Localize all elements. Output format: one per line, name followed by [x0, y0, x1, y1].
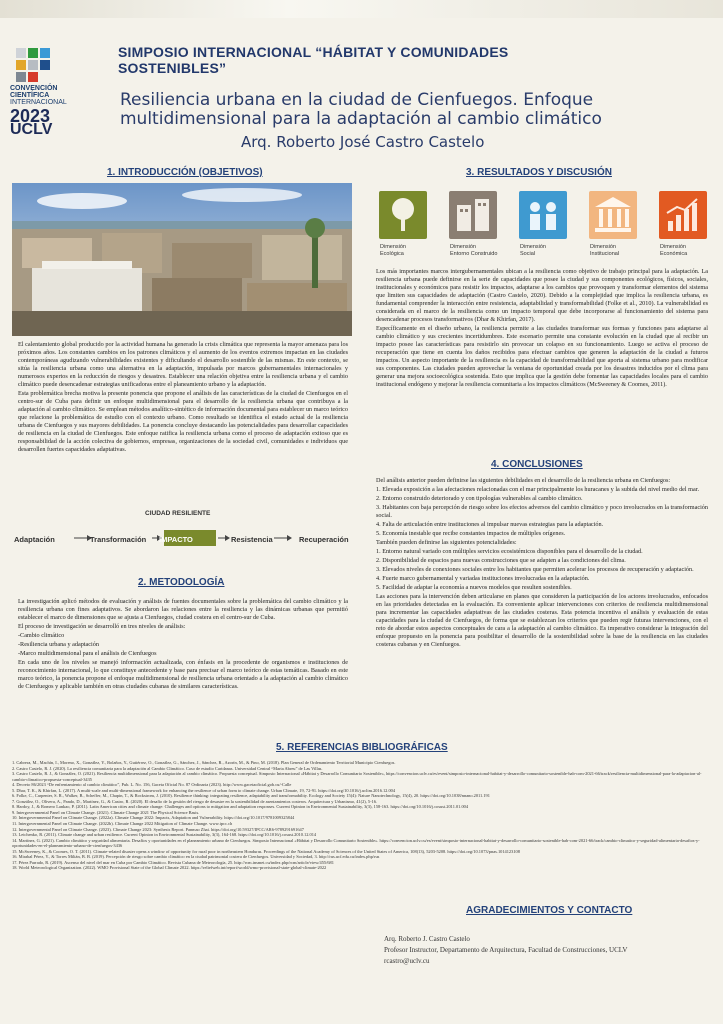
logo-year: 2023 — [10, 106, 51, 126]
reference-item: 14. Martínez, G. (2021). Cambio climático y seguridad alimentaria. Desafíos y oportunidades en el planeamiento urbano de Cienfuegos. Simposio Internacional «Hábitat y Desarrollo Comunitario Sostenible». https://convencion.uclv.cu/es/event/simposio-internacional-habitat-y-desarrollo-comunitario-sostenible-hab-com-2021-66/track/cambio-climatico-y-seguridad-alimentaria-desafios-y-oportunidades-en-el-planeamiento-urbano-de-cienfuegos-3436 — [12, 837, 700, 849]
weakness-item: 2. Entorno construido deteriorado y con tipologías vulnerables al cambio climático. — [376, 495, 583, 502]
tree-icon — [379, 191, 427, 239]
method-list-item: -Marco multidimensional para el análisis de Cienfuegos — [18, 650, 157, 657]
results-heading: 3. RESULTADOS Y DISCUSIÓN — [466, 167, 612, 178]
reference-item: 5. Dhar, T. K., & Khirfan, L. (2017). A multi-scale and multi-dimensional framework for enhancing the resilience of urban form to climate change. Urban Climate, 19, 72-91. https://doi.org/10.1016/j.uclim.2016.12.004 — [12, 787, 396, 793]
method-paragraph: El proceso de investigación se desarrolló en tres niveles de análisis: — [18, 623, 186, 630]
dimension-label: Dimensión Institucional — [590, 244, 620, 257]
reference-item: 12. Intergovernmental Panel on Climate Change. (2023). Climate Change 2023: Synthesis Report. Panmao Zhai. https://doi.org/10.59327/IPCC/AR6-9789291691647 — [12, 826, 304, 832]
results-paragraph: Específicamente en el diseño urbano, la resiliencia permite a las ciudades transformar sus formas y funciones para adaptarse al cambio climático y sus crecientes incertidumbres. Este escenario permite una constante evolución en la ciudad que al recibir un impacto posee las características para resistirlo sin provocar un colapso en su funcionamiento. Luego se activa el proceso de recuperación que tiene en cuenta los daños recibidos para efectuar cambios que generen la adaptación de la ciudad a futuros impactos. Un aspecto importante de la resiliencia es la capacidad de transformabilidad que aporta al sistema urbano para modificar sus componentes. Las ciudades pueden aprovechar la ventana de oportunidad creada por los desastres inducidos por el clima para generar una mejora socioecológica sostenida. Esto que implica que la gestión debe fomentar las capacidades locales para el cambio institucional endógeno y mejorar la resiliencia comunitaria a los impactos climáticos (McSweeney & Coomes, 2011). — [376, 325, 708, 388]
conclusions-text — [376, 477, 708, 650]
conclusions-heading: 4. CONCLUSIONES — [491, 459, 583, 470]
logo-line2: CIENTÍFICA — [10, 92, 50, 99]
conclusions-intro: Del análisis anterior pueden definirse las siguientes debilidades en el desarrollo de la resiliencia urbana en Cienfuegos: — [376, 477, 671, 484]
conclusions-final: Las acciones para la intervención deben articularse en planes que consideren la participación de los actores involucrados, enfocados en las prioridades detectadas en la evaluación. Es conveniente aplicar intervenciones con criterios de resiliencia multidimensional para incrementar las capacidades adaptativas de las ciudades costeras. Esta potencia incentiva el análisis y evaluación de estas capacidades para la ciudad de Cienfuegos, de forma que se establezcan los criterios que pueden regir futuras intervenciones, con el reto de abordar estos aspectos conceptuales de cara a la adaptación al cambio climático. Es imperativo considerar la integración del enfoque propuesto en la ponencia para posibilitar el desarrollo de la sostenibilidad sobre la base de la resiliencia en las ciudades costeras cubanas y en Cienfuegos. — [376, 593, 708, 648]
potential-item: 1. Entorno natural variado con múltiples servicios ecosistémicos disponibles para el desarrollo de la ciudad. — [376, 548, 643, 555]
logo-line3: INTERNACIONAL — [10, 99, 67, 106]
method-list-item: -Cambio climático — [18, 632, 65, 639]
people-icon — [519, 191, 567, 239]
flow-step: Transformación — [90, 535, 147, 544]
weakness-item: 1. Elevada exposición a las afectaciones relacionadas con el mar principalmente los huracanes y la subida del nivel medio del mar. — [376, 486, 700, 493]
intro-text — [18, 341, 348, 455]
reference-item: 7. González, O., Olivera, A., Pando, D., Martínez, G., & Castro, R. (2020). El desafío de la gestión del riesgo de desastre en la sostenibilidad de asentamientos costeros. Arquitectura y Urbanismo, 41(2), 5-16. — [12, 798, 378, 804]
logo-org: UCLV — [10, 121, 53, 138]
reference-item: 16. Mirabal Pérez, Y., & Torres Milián, B. B. (2019). Percepción de riesgo sobre cambio climático en la ciudad patrimonial costera de Cienfuegos. Universidad y Sociedad, 3. http://rus.ucf.edu.cu/index.php/rus — [12, 854, 380, 860]
conference-title: SIMPOSIO INTERNACIONAL “HÁBITAT Y COMUNIDADES SOSTENIBLES” — [118, 44, 509, 76]
contact-name: Arq. Roberto J. Castro Castelo — [384, 935, 470, 943]
reference-item: 8. Hardoy, J., & Romero Lankao, P. (2011). Latin American cities and climate change: Challenges and options to mitigation and adaptation responses. Current Opinion in Environmental Sustainability, 3(3), 158-163. https://doi.org/10.1016/j.cosust.2011.01.004 — [12, 804, 469, 810]
results-text — [376, 268, 708, 390]
method-list-item: -Resiliencia urbana y adaptación — [18, 641, 99, 648]
dimension-label: Dimensión Entorno Construido — [450, 244, 498, 257]
contact-block — [384, 934, 627, 967]
institution-icon — [589, 191, 637, 239]
reference-item: 13. Leichenko, R. (2011). Climate change and urban resilience. Current Opinion in Environmental Sustainability, 3(3), 164-168. https://doi.org/10.1016/j.cosust.2010.12.014 — [12, 832, 317, 838]
references-list — [12, 760, 712, 871]
reference-item: 4. Decreto 86/2023 “De enfrentamiento al cambio climático”, Pub. L. No. 156, Gaceta Oficial No. 87 Ordinaria (2023). http://www.gacetaoficial.gob.cu/-Calle — [12, 782, 292, 788]
potential-item: 2. Disponibilidad de espacios para nuevas construcciones que se adapten a las condiciones del clima. — [376, 557, 626, 564]
contact-position: Profesor Instructor, Departamento de Arquitectura, Facultad de Construcciones, UCLV — [384, 946, 628, 954]
poster-title-line1: Resiliencia urbana en la ciudad de Cienfuegos. Enfoque — [120, 90, 594, 110]
reference-item: 15. McSweeney, K., & Coomes, O. T. (2011). Climate-related disaster opens a window of opportunity for rural poor in northeastern Honduras. Proceedings of the National Academy of Sciences of the United States of America, 108(13), 5203-5208. https://doi.org/10.1073/pnas.1014123108 — [12, 848, 520, 854]
growth-chart-icon — [659, 191, 707, 239]
logo-line1: CONVENCIÓN — [10, 85, 58, 92]
ack-heading: AGRADECIMIENTOS Y CONTACTO — [466, 905, 633, 916]
weakness-item: 3. Habitantes con baja percepción de riesgo sobre los efectos adversos del cambio climático y poco involucrados en la transformación social. — [376, 504, 708, 519]
flow-step: Resistencia — [231, 535, 273, 544]
flow-title: CIUDAD RESILIENTE — [145, 510, 211, 517]
method-heading: 2. METODOLOGÍA — [138, 577, 225, 588]
poster-author: Arq. Roberto José Castro Castelo — [241, 133, 485, 151]
results-paragraph: Los más importantes marcos intergubernamentales ubican a la resiliencia como objetivo de trabajo principal para la adaptación. La resiliencia urbana puede definirse en la serie de capacidades que posee la ciudad y sus componentes ecológicos, físicos, sociales, institucionales y económicos para resistir los impactos, adaptarse a los cambios que provoquen y transformar elementos del sistema que limiten sus capacidades de adaptación (Castro Castelo, 2020). Debido a la complejidad que implica la resiliencia urbana, es fundamental comprender la interacción entre resistencia, adaptabilidad y transformabilidad (Folke et al., 2010). La vulnerabilidad es considerada en el marco de la resiliencia como un impacto temporal que debe incorporarse al funcionamiento del sistema para desencadenar procesos transformativos (Dhar & Khirfan, 2017). — [376, 268, 708, 323]
weakness-item: 4. Falta de articulación entre instituciones al impulsar nuevas estrategias para la adaptación. — [376, 521, 604, 528]
potential-item: 5. Facilidad de adaptar la economía a nuevos modelos que resulten sostenibles. — [376, 584, 572, 591]
reference-item: 2. Castro Castelo, R. J. (2020). La resiliencia comunitaria para la adaptación al Cambio Climático. Caso de estudio Caridanas. Universidad Central “Marta Abreu” de Las Villas. — [12, 765, 323, 771]
dimension-label: Dimensión Económica — [660, 244, 688, 257]
buildings-icon — [449, 191, 497, 239]
dimension-label: Dimensión Ecológica — [380, 244, 406, 257]
convention-logo — [6, 48, 72, 138]
reference-item: 1. Cabrera, M., Machín, I., Moreno, X., González, Y., Bolaños, Y., Gutiérrez, O., González, G., Sánchez, J., Sánchez, R., Azorín, M., & Pino, M. (2018). Plan General de Ordenamiento Territorial Municipio Cienfuegos. — [12, 760, 396, 765]
potential-item: 4. Fuerte marco gubernamental y variadas instituciones involucradas en la adaptación. — [376, 575, 590, 582]
flow-step-impact: IMPACTO — [159, 535, 193, 544]
reference-item: 3. Castro Castelo, R. J., & González, O. (2021). Resiliencia multidimensional para la adaptación al cambio climático. Propuesta conceptual. Simposio Internacional «Hábitat y Desarrollo Comunitario Sostenible», https://convencion.uclv.cu/es/event/simposio-internacional-habitat-y-desarrollo-comunitario-sostenible-hab-com-2021-66/track/resiliencia-multidimensional-para-la-adaptacion-al-cambio-climatico-propuesta-conceptual-3435 — [12, 771, 702, 782]
method-paragraph: En cada uno de los niveles se manejó información actualizada, con énfasis en la procedente de organismos e instituciones de reconocimiento internacional, lo que constituye antecedente y base para precisar el marco teórico de estas temáticas. Basado en este marco teórico, la ponencia propone el enfoque multidimensional de resiliencia urbana orientado a la adaptación al cambio climático de Cienfuegos y aplicable también en otras ciudades cubanas de similares características. — [18, 659, 348, 690]
poster-title — [120, 91, 620, 129]
references-heading: 5. REFERENCIAS BIBLIOGRÁFICAS — [276, 742, 448, 753]
contact-email: rcastro@uclv.cu — [384, 957, 430, 965]
method-text — [18, 598, 348, 692]
flow-step: Adaptación — [14, 535, 55, 544]
potential-item: 3. Elevados niveles de conexiones sociales entre los habitantes que permiten acelerar los procesos de recuperación y adaptación. — [376, 566, 694, 573]
reference-item: 18. World Meteorological Organization. (2022). WMO Provisional State of the Global Climate 2022. https://reliefweb.int/report/world/wmo-provisional-state-global-climate-2022 — [12, 865, 327, 871]
reference-item: 17. Pérez Parrado, R. (2019). Ascenso del nivel del mar en Cuba por Cambio Climático. Revista Cubana de Meteorología, 25. http://rcm.insmet.cu/index.php/rcm/article/view/455/681 — [12, 859, 334, 865]
top-band — [0, 0, 723, 18]
reference-item: 6. Folke, C., Carpenter, S. R., Walker, B., Scheffer, M., Chapin, T., & Rockstrom, J. (2010). Resilience thinking: integrating resilience, adaptability and transformability. Ecology and Society 15(4): Nature Nanotechnology, 15(4), 20. https://doi.org/10.1038/nnano.2011.191 — [12, 793, 490, 799]
weakness-item: 5. Economía inestable que recibe constantes impactos de múltiples orígenes. — [376, 530, 566, 537]
intro-paragraph: El calentamiento global producido por la actividad humana ha generado la crisis climática que representa la mayor amenaza para los próximos años. Los constantes cambios en los patrones climáticos y el aumento de los eventos extremos impactan en las ciudades contemporáneas agudizando vulnerabilidades existentes y dificultando el desarrollo sostenible de las mismas. En este contexto, se sitúa la resiliencia urbana como una alternativa en la adaptación, impulsada por marcos gubernamentales internacionales y numerosos expertos en la reducción de riesgos y desastres. Establecer una relación objetiva entre la resiliencia urbana y el cambio climático puede desencadenar estrategias unificadoras entre el planeamiento urbano y la adaptación. — [18, 341, 348, 388]
reference-item: 9. Intergovernmental Panel on Climate Change. (2021). Climate Change 2021 The Physical Science Basis. — [12, 809, 200, 815]
city-photo — [12, 183, 352, 336]
intro-paragraph: Esta problemática brecha motiva la presente ponencia que propone el análisis de las características de la ciudad de Cienfuegos en el centro-sur de Cuba para definir un enfoque multidimensional para el desarrollo de la resiliencia urbana que contribuya a la adaptación al cambio climático. Se emplean métodos analítico-sintético de información documental para establecer un marco teórico que relacione la problemática de estudio con el contexto urbano. Como resultado se identifica el estado actual de la resiliencia urbana de Cienfuegos y sus mayores debilidades. La ponencia concluye destacando las potencialidades para desarrollar capacidades de resiliencia en la ciudad de Cienfuegos. Este enfoque ratifica la resiliencia urbana como el proceso de adaptación exitoso que es responsabilidad de la acción colectiva de gobiernos, empresas, organizaciones de la sociedad civil, comunidades e individuos que desarrollen fuertes capacidades adaptativas. — [18, 390, 348, 453]
reference-item: 11. Intergovernmental Panel on Climate Change. (2022b). Climate Change 2022 Mitigation of Climate Change. www.ipcc.ch — [12, 821, 233, 827]
poster-title-line2: multidimensional para la adaptación al cambio climático — [120, 109, 602, 129]
flow-step: Recuperación — [299, 535, 349, 544]
intro-heading: 1. INTRODUCCIÓN (OBJETIVOS) — [107, 167, 263, 178]
dimension-label: Dimensión Social — [520, 244, 546, 257]
method-paragraph: La investigación aplicó métodos de evaluación y análisis de fuentes documentales sobre la problemática del cambio climático y la resiliencia urbana con fines adaptativos. Se abordaron las relaciones entre la resiliencia y las dinámicas urbanas que permitió establecer el marco de dimensiones que se ajusta a Cienfuegos, ciudad costera en el centro-sur de Cuba. — [18, 598, 348, 621]
reference-item: 10. Intergovernmental Panel on Climate Change. (2022a). Climate Change 2022: Impacts, Adaptation and Vulnerability. https://doi.org/10.1017/9781009325844 — [12, 815, 295, 821]
potentials-intro: También pueden definirse las siguientes potencialidades: — [376, 539, 517, 546]
